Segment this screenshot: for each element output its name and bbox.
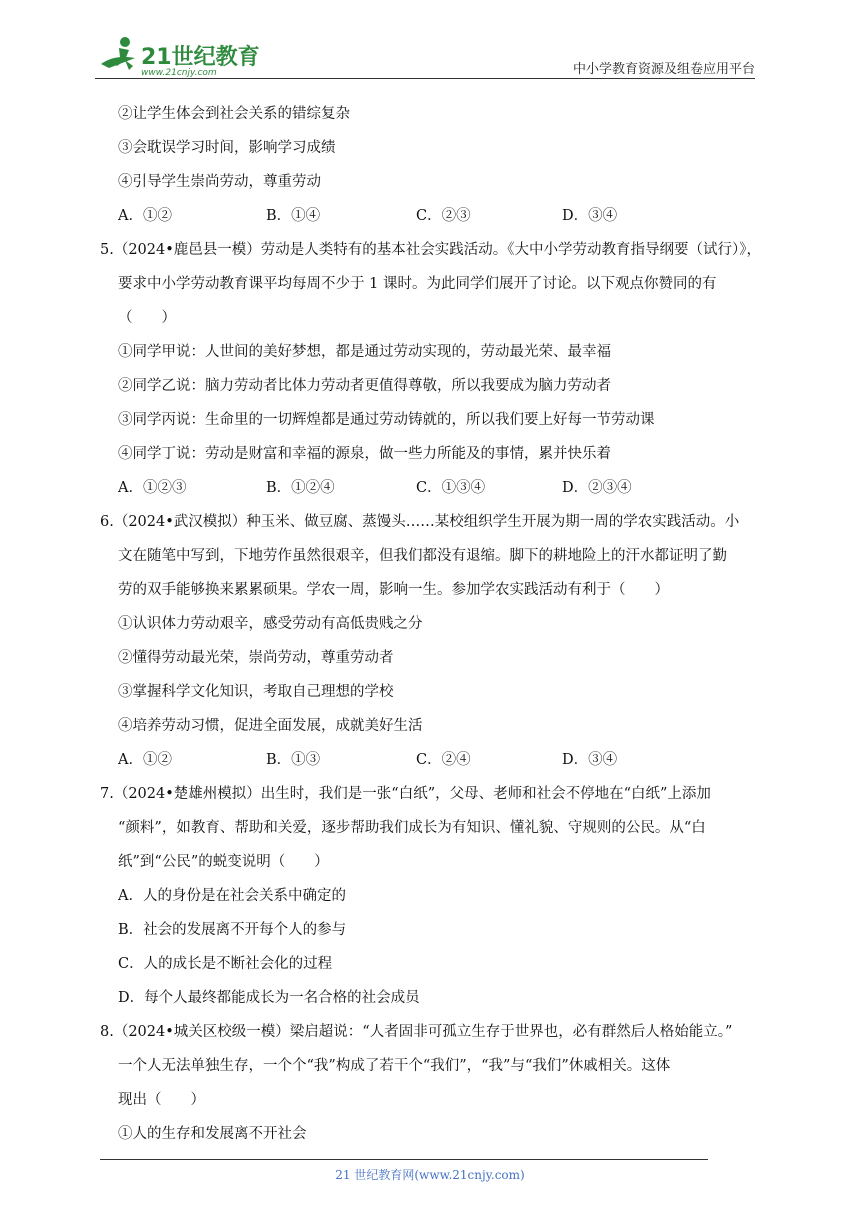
text-line: ③会耽误学习时间，影响学习成绩 xyxy=(118,140,336,156)
text-line: B．社会的发展离不开每个人的参与 xyxy=(118,922,347,938)
question-text: 一个人无法单独生存，一个个“我”构成了若干个“我们”，“我”与“我们”休戚相关。这体 xyxy=(118,1058,671,1074)
text-line: C．人的成长是不断社会化的过程 xyxy=(118,956,333,972)
question-text: 7.（2024•楚雄州模拟）出生时，我们是一张“白纸”，父母、老师和社会不停地在“白纸”上添加 xyxy=(100,786,711,802)
text-line: ④同学丁说：劳动是财富和幸福的源泉，做一些力所能及的事情，累并快乐着 xyxy=(118,446,611,462)
question-text: “颜料”，如教育、帮助和关爱，逐步帮助我们成长为有知识、懂礼貌、守规则的公民。从“白 xyxy=(118,820,706,836)
logo-runner-icon xyxy=(95,36,270,78)
question-text: 纸”到“公民”的蜕变说明（ ） xyxy=(118,854,329,870)
option-a: A．①②③ xyxy=(118,480,187,496)
text-line: ②同学乙说：脑力劳动者比体力劳动者更值得尊敬，所以我要成为脑力劳动者 xyxy=(118,378,611,394)
page-header xyxy=(0,0,860,80)
text-line: ②让学生体会到社会关系的错综复杂 xyxy=(118,106,350,122)
header-divider xyxy=(95,78,755,79)
question-text: 文在随笔中写到，下地劳作虽然很艰辛，但我们都没有退缩。脚下的耕地险上的汗水都证明了勤 xyxy=(118,548,727,564)
svg-text:www.21cnjy.com: www.21cnjy.com xyxy=(141,68,217,78)
platform-name: 中小学教育资源及组卷应用平台 xyxy=(572,62,755,77)
option-b: B．①④ xyxy=(266,208,321,224)
text-line: A．人的身份是在社会关系中确定的 xyxy=(118,888,346,904)
question-text: 劳的双手能够换来累累硕果。学农一周，影响一生。参加学农实践活动有利于（ ） xyxy=(118,582,669,598)
text-line: ①人的生存和发展离不开社会 xyxy=(118,1126,307,1142)
svg-text:21世纪教育: 21世纪教育 xyxy=(141,45,260,70)
text-line: ③掌握科学文化知识，考取自己理想的学校 xyxy=(118,684,394,700)
option-d: D．③④ xyxy=(562,752,618,768)
footer-text: 21 世纪教育网(www.21cnjy.com) xyxy=(335,1168,525,1182)
question-text: 现出（ ） xyxy=(118,1092,205,1108)
option-d: D．②③④ xyxy=(562,480,632,496)
text-line: ④培养劳动习惯，促进全面发展，成就美好生活 xyxy=(118,718,423,734)
text-line: ④引导学生崇尚劳动，尊重劳动 xyxy=(118,174,321,190)
question-text: （ ） xyxy=(118,310,176,326)
text-line: ①认识体力劳动艰辛，感受劳动有高低贵贱之分 xyxy=(118,616,423,632)
option-b: B．①③ xyxy=(266,752,321,768)
text-line: ③同学丙说：生命里的一切辉煌都是通过劳动铸就的，所以我们要上好每一节劳动课 xyxy=(118,412,655,428)
option-c: C．①③④ xyxy=(416,480,486,496)
option-c: C．②④ xyxy=(416,752,471,768)
footer-divider xyxy=(100,1159,708,1160)
question-text: 6.（2024•武汉模拟）种玉米、做豆腐、蒸馒头……某校组织学生开展为期一周的学农实践活动。小 xyxy=(100,514,740,530)
option-d: D．③④ xyxy=(562,208,618,224)
text-line: ②懂得劳动最光荣，崇尚劳动，尊重劳动者 xyxy=(118,650,394,666)
question-text: 要求中小学劳动教育课平均每周不少于 1 课时。为此同学们展开了讨论。以下观点你赞同的有 xyxy=(118,276,717,292)
option-a: A．①② xyxy=(118,208,172,224)
question-text: 5.（2024•鹿邑县一模）劳动是人类特有的基本社会实践活动。《大中小学劳动教育指导纲要（试行）》， xyxy=(100,242,762,258)
option-a: A．①② xyxy=(118,752,172,768)
text-line: D．每个人最终都能成长为一名合格的社会成员 xyxy=(118,990,420,1006)
option-c: C．②③ xyxy=(416,208,471,224)
question-text: 8.（2024•城关区校级一模）梁启超说：“人者固非可孤立生存于世界也，必有群然后人格始能立。” xyxy=(100,1024,733,1040)
option-b: B．①②④ xyxy=(266,480,335,496)
logo xyxy=(95,36,270,78)
text-line: ①同学甲说：人世间的美好梦想，都是通过劳动实现的，劳动最光荣、最幸福 xyxy=(118,344,611,360)
